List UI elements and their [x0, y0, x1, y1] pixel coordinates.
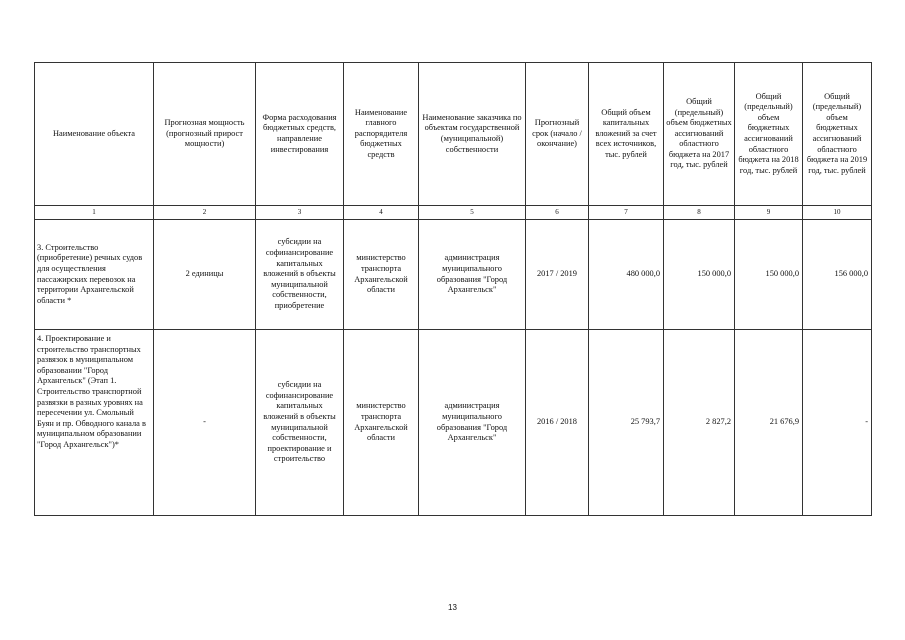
header-total-investment: Общий объем капитальных вложений за счет всех источников, тыс. рублей [589, 63, 664, 206]
header-budget-2018: Общий (предельный) объем бюджетных ассигнований областного бюджета на 2018 год, тыс. рублей [735, 63, 803, 206]
investment-objects-table [34, 62, 872, 516]
header-term: Прогнозный срок (начало / окончание) [526, 63, 589, 206]
object-name-cell: 4. Проектирование и строительство транспортных развязок в муниципальном образовании "Город Архангельск" (Этап 1. Строительство транспортной развязки в разных уровнях на пересечении ул. Смольный Буян и пр. Обводного канала в муниципальном образовании "Город Архангельск")* [35, 330, 154, 516]
budget-2017-cell: 2 827,2 [664, 330, 735, 516]
column-number: 5 [419, 206, 526, 220]
column-number: 9 [735, 206, 803, 220]
total-investment-cell: 480 000,0 [589, 220, 664, 330]
budget-2017-cell: 150 000,0 [664, 220, 735, 330]
total-investment-cell: 25 793,7 [589, 330, 664, 516]
column-number: 8 [664, 206, 735, 220]
spending-form-cell: субсидии на софинансирование капитальных вложений в объекты муниципальной собственности, приобретение [256, 220, 344, 330]
column-number: 7 [589, 206, 664, 220]
budget-manager-cell: министерство транспорта Архангельской области [344, 330, 419, 516]
table-row [35, 220, 872, 330]
column-number: 2 [154, 206, 256, 220]
header-budget-manager: Наименование главного распорядителя бюджетных средств [344, 63, 419, 206]
object-name-cell: 3. Строительство (приобретение) речных судов для осуществления пассажирских перевозок на территории Архангельской области * [35, 220, 154, 330]
page-number: 13 [448, 603, 457, 612]
header-budget-2017: Общий (предельный) объем бюджетных ассигнований областного бюджета на 2017 год, тыс. рублей [664, 63, 735, 206]
capacity-cell: 2 единицы [154, 220, 256, 330]
budget-2018-cell: 21 676,9 [735, 330, 803, 516]
column-number: 1 [35, 206, 154, 220]
budget-2018-cell: 150 000,0 [735, 220, 803, 330]
table-row [35, 330, 872, 516]
customer-cell: администрация муниципального образования "Город Архангельск" [419, 330, 526, 516]
column-number: 4 [344, 206, 419, 220]
spending-form-cell: субсидии на софинансирование капитальных вложений в объекты муниципальной собственности, проектирование и строительство [256, 330, 344, 516]
column-number-row [35, 206, 872, 220]
capacity-cell: - [154, 330, 256, 516]
budget-2019-cell: - [803, 330, 872, 516]
header-spending-form: Форма расходования бюджетных средств, направление инвестирования [256, 63, 344, 206]
column-number: 6 [526, 206, 589, 220]
header-budget-2019: Общий (предельный) объем бюджетных ассигнований областного бюджета на 2019 год, тыс. рублей [803, 63, 872, 206]
term-cell: 2016 / 2018 [526, 330, 589, 516]
table-header-row [35, 63, 872, 206]
budget-manager-cell: министерство транспорта Архангельской области [344, 220, 419, 330]
customer-cell: администрация муниципального образования "Город Архангельск" [419, 220, 526, 330]
header-capacity: Прогнозная мощность (прогнозный прирост мощности) [154, 63, 256, 206]
column-number: 10 [803, 206, 872, 220]
column-number: 3 [256, 206, 344, 220]
term-cell: 2017 / 2019 [526, 220, 589, 330]
header-customer: Наименование заказчика по объектам государственной (муниципальной) собственности [419, 63, 526, 206]
header-object-name: Наименование объекта [35, 63, 154, 206]
budget-2019-cell: 156 000,0 [803, 220, 872, 330]
